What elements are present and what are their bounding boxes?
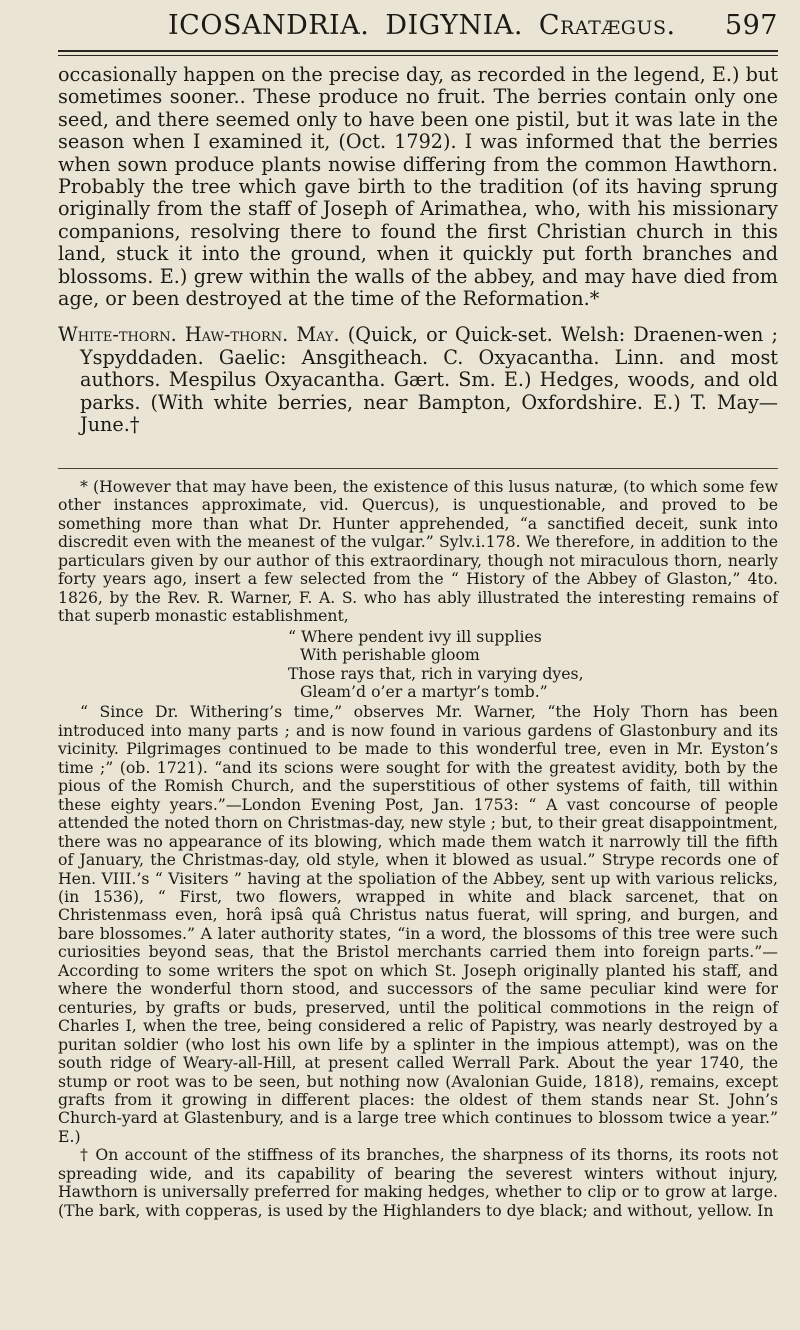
footnote-dagger: † On account of the stiffness of its branches, the sharpness of its thorns, its roots not spreading wide, and its capability of bearing the severest winters without injury, Hawthorn is universally preferred for making hedges, whether to clip or to grow at large. (The bark, with copperas, is used by the Highlanders to dye black; and without, yellow. In: [58, 1145, 778, 1220]
verse-line: Gleam’d o’er a martyr’s tomb.”: [300, 681, 548, 701]
footnote-continuation: “ Since Dr. Withering’s time,” observes Mr. Warner, “the Holy Thorn has been introduced into many parts ; and is now found in various gardens of Glastonbury and its vicinity. Pilgrimages continued to be made to this wonderful tree, even in Mr. Eyston’s time ;” (ob. 1721). “and its scions were sought for with the greatest avidity, both by the pious of the Romish Church, and the superstitious of other systems of faith, till within these eighty years.”—London Evening Post, Jan. 1753: “ A vast concourse of people attended the noted thorn on Christmas-day, new style ; but, to their great disappointment, there was no appearance of its blowing, which made them watch it narrowly till the fifth of January, the Christmas-day, old style, when it blowed as usual.” Strype records one of Hen. VIII.’s “ Visiters ” having at the spoliation of the Abbey, sent up with various relicks, (in 1536), “ First, two flowers, wrapped in white and black sarcenet, that on Christenmass even, horâ ipsâ quâ Christus natus fuerat, will spring, and burgen, and bare blossomes.” A later authority states, “in a word, the blossoms of this tree were such curiosities beyond seas, that the Bristol merchants carried them into foreign parts.”—According to some writers the spot on which St. Joseph originally planted his staff, and where the wonderful thorn stood, and successors of the same peculiar kind were for centuries, by grafts or buds, preserved, until the political commotions in the reign of Charles I, when the tree, being considered a relic of Papistry, was nearly destroyed by a puritan soldier (who lost his own life by a splinter in the impious attempt), was on the south ridge of Weary-all-Hill, at present called Werrall Park. About the year 1740, the stump or root was to be seen, but nothing now (Avalonian Guide, 1818), remains, except grafts from it growing in different places: the oldest of them stands near St. John’s Church-yard at Glastenbury, and is a large tree which continues to blossom twice a year.” E.): [58, 702, 778, 1146]
class-heading: ICOSANDRIA.: [168, 10, 370, 41]
footnote-star: * (However that may have been, the existence of this lusus naturæ, (to which some few other instances approximate, vid. Quercus), is unquestionable, and proved to be something more than what Dr. Hunter apprehended, “a sanctified deceit, sunk into discredit even with the meanest of the vulgar.” Sylv.i.178. We therefore, in addition to the particulars given by our author of this extraordinary, though not miraculous thorn, nearly forty years ago, insert a few selected from the “ History of the Abbey of Glaston,” 4to. 1826, by the Rev. R. Warner, F. A. S. who has ably illustrated the interesting remains of that superb monastic establishment,: [58, 477, 778, 626]
verse-line: With perishable gloom: [300, 645, 480, 665]
page-number: 597: [724, 10, 778, 41]
main-text: [58, 64, 778, 437]
species-entry-body: (Quick, or Quick-set. Welsh: Draenen-wen ; Yspyddaden. Gaelic: Ansgitheach. C. Oxyacantha. Linn. and most authors. Mespilus Oxyacantha. Gært. Sm. E.) Hedges, woods, and old parks. (With white berries, near Bampton, Oxfordshire. E.) T. May—June.†: [80, 323, 778, 437]
order-heading: DIGYNIA.: [385, 10, 523, 41]
paragraph-continuation: occasionally happen on the precise day, as recorded in the legend, E.) but sometimes sooner.. These produce no fruit. The berries contain only one seed, and there seemed only to have been one pistil, but it was late in the season when I examined it, (Oct. 1792). I was informed that the berries when sown produce plants nowise differing from the common Hawthorn. Probably the tree which gave birth to the tradition (of its having sprung originally from the staff of Joseph of Arimathea, who, with his missionary companions, resolving there to found the first Christian church in this land, stuck it into the ground, when it quickly put forth branches and blossoms. E.) grew within the walls of the abbey, and may have died from age, or been destroyed at the time of the Reformation.*: [58, 63, 778, 311]
header-rule: [58, 50, 778, 56]
running-head: [168, 10, 778, 41]
footnote-rule: [58, 468, 778, 469]
verse-line: Those rays that, rich in varying dyes,: [288, 663, 584, 683]
verse-line: “ Where pendent ivy ill supplies: [288, 626, 542, 646]
species-entry: [58, 324, 778, 436]
genus-heading: Cratægus.: [538, 10, 676, 41]
footnotes: [58, 478, 778, 1220]
species-entry-head: White-thorn. Haw-thorn. May.: [58, 323, 340, 347]
verse-quotation: [288, 628, 778, 702]
